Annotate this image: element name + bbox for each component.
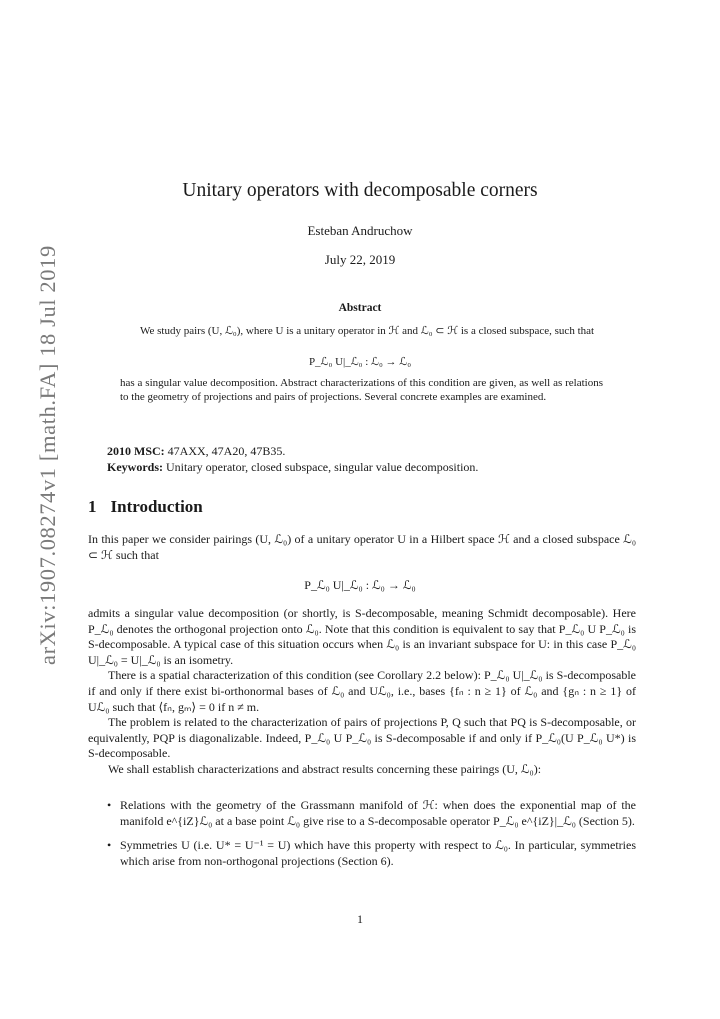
abstract-para-2 <box>120 376 603 404</box>
intro-text-1: In this paper we consider pairings (U, ℒ₀) of a unitary operator U in a Hilbert space ℋ and a closed subspace ℒ₀ ⊂ ℋ such that <box>88 532 636 562</box>
msc-line <box>107 444 285 460</box>
keywords-line <box>107 460 478 476</box>
intro-text-4: The problem is related to the characterization of pairs of projections P, Q such that PQ is S-decomposable, or equivalently, PQP is diagonalizable. Indeed, P_ℒ₀ U P_ℒ₀ is S-decomposable if and only if P_ℒ₀(U P_ℒ₀ U*) is S-decomposable. <box>88 715 636 761</box>
list-item-text: Symmetries U (i.e. U* = U⁻¹ = U) which have this property with respect to ℒ₀. In particular, symmetries which arise from non-orthogonal projections (Section 6). <box>120 838 636 868</box>
author-name: Esteban Andruchow <box>307 223 413 238</box>
intro-paragraph-2 <box>88 606 636 778</box>
list-item <box>107 798 636 829</box>
keywords-label: Keywords: <box>107 460 163 474</box>
paper-date: July 22, 2019 <box>324 252 396 267</box>
arxiv-identifier[interactable]: arXiv:1907.08274v1 [math.FA] 18 Jul 2019 <box>35 245 60 665</box>
msc-value: 47AXX, 47A20, 47B35. <box>164 444 286 458</box>
list-item-text: Relations with the geometry of the Grassmann manifold of ℋ: when does the exponential map of the manifold e^{iZ}ℒ₀ at a base point ℒ₀ give rise to a S-decomposable operator P_ℒ₀ e^{iZ}|_ℒ₀ (Section 5). <box>120 798 636 828</box>
abstract-para-1 <box>120 324 603 338</box>
abstract-equation: P_ℒ₀ U|_ℒ₀ : ℒ₀ → ℒ₀ <box>308 356 412 368</box>
paper-title: Unitary operators with decomposable corners <box>182 180 538 201</box>
contributions-list <box>107 798 636 878</box>
section-heading <box>88 497 203 517</box>
abstract-text-2: has a singular value decomposition. Abstract characterizations of this condition are given, as well as relations to the geometry of projections and pairs of projections. Several concrete examples are examined. <box>120 377 603 404</box>
abstract-text-1: We study pairs (U, ℒ₀), where U is a unitary operator in ℋ and ℒ₀ ⊂ ℋ is a closed subspace, such that <box>140 325 595 337</box>
abstract-heading: Abstract <box>338 302 382 314</box>
intro-text-3: There is a spatial characterization of this condition (see Corollary 2.2 below): P_ℒ₀ U|_ℒ₀ is S-decomposable if and only if there exist bi-orthonormal bases of ℒ₀ and Uℒ₀, i.e., bases {fₙ : n ≥ 1} of ℒ₀ and {gₙ : n ≥ 1} of Uℒ₀ such that ⟨fₙ, gₘ⟩ = 0 if n ≠ m. <box>88 668 636 714</box>
page-number: 1 <box>357 912 363 926</box>
msc-label: 2010 MSC: <box>107 444 165 458</box>
intro-text-5: We shall establish characterizations and abstract results concerning these pairings (U, ℒ₀): <box>108 761 542 776</box>
keywords-value: Unitary operator, closed subspace, singular value decomposition. <box>163 460 479 474</box>
intro-equation: P_ℒ₀ U|_ℒ₀ : ℒ₀ → ℒ₀ <box>304 578 416 592</box>
list-item <box>107 838 636 869</box>
bullet-icon: • <box>107 798 112 812</box>
intro-paragraph-1 <box>88 532 636 563</box>
intro-text-2: admits a singular value decomposition (or shortly, is S-decomposable, meaning Schmidt decomposable). Here P_ℒ₀ denotes the orthogonal projection onto ℒ₀. Note that this condition is equivalent to say that P_ℒ₀ U P_ℒ₀ is S-decomposable. A typical case of this situation occurs when ℒ₀ is an invariant subspace for U: in this case P_ℒ₀ U|_ℒ₀ = U|_ℒ₀ is an isometry. <box>88 606 636 667</box>
section-title: Introduction <box>110 497 203 516</box>
bullet-icon: • <box>107 838 112 853</box>
section-number: 1 <box>88 497 97 516</box>
